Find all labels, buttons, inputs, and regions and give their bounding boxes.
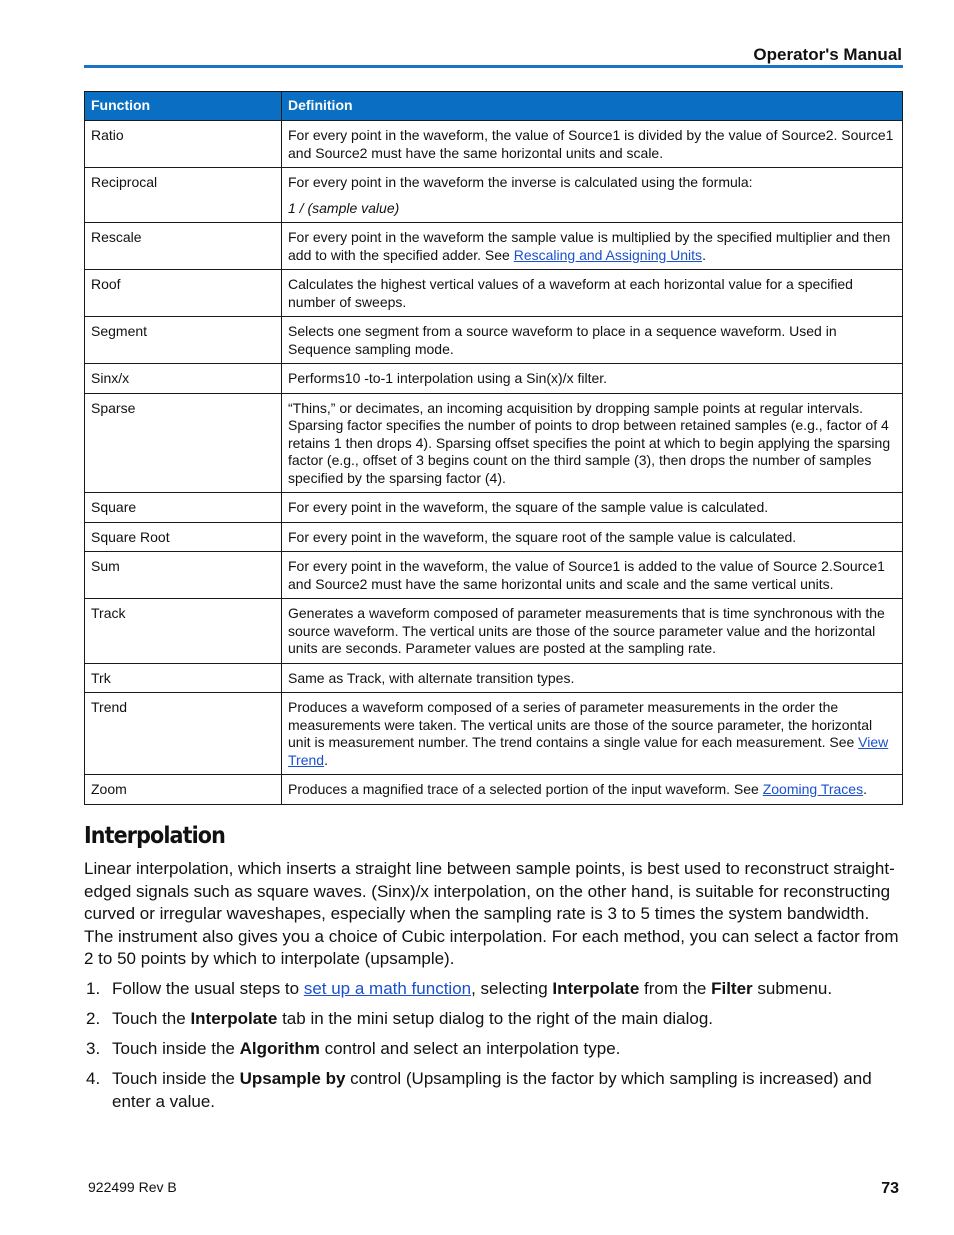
definition-text: Produces a waveform composed of a series of parameter measurements in the order the measurements were taken. The vertical units are those of the source parameter, the horizontal unit is measurement number. The trend contains a single value for each measurement. See xyxy=(288,699,873,750)
step-text: submenu. xyxy=(752,979,833,998)
definition-text: For every point in the waveform, the value of Source1 is divided by the value of Source2. Source1 and Source2 must have the same horizontal units and scale. xyxy=(288,127,894,161)
function-name: Square Root xyxy=(85,522,282,552)
step-text: Touch inside the xyxy=(112,1039,240,1058)
setup-math-function-link[interactable]: set up a math function xyxy=(303,979,472,998)
function-definition xyxy=(282,693,903,775)
formula-text: 1 / (sample value) xyxy=(288,199,400,216)
table-row xyxy=(85,552,903,599)
table-row xyxy=(85,693,903,775)
function-name: Sparse xyxy=(85,393,282,493)
zooming-traces-link[interactable]: Zooming Traces xyxy=(762,781,864,797)
step-text: control (Upsampling is the factor by which sampling is increased) and enter a value. xyxy=(112,1069,872,1111)
list-item xyxy=(84,1038,899,1061)
intro-paragraph: Linear interpolation, which inserts a straight line between sample points, is best used to reconstruct straight-edged signals such as square waves. (Sinx)/x interpolation, on the other hand, is suitable for reconstructing curved or irregular waveshapes, especially when the sampling rate is 3 to 5 times the system bandwidth. The instrument also gives you a choice of Cubic interpolation. For each method, you can select a factor from 2 to 50 points by which to interpolate (upsample). xyxy=(84,859,899,968)
step-text: Touch the xyxy=(112,1009,191,1028)
function-definition xyxy=(282,552,903,599)
step-bold: Filter xyxy=(711,979,753,998)
definition-text: Generates a waveform composed of parameter measurements that is time synchronous with the source waveform. The vertical units are those of the source parameter value and the horizontal units are seconds. Parameter values are posted at the sampling rate. xyxy=(288,605,885,656)
definition-text: Selects one segment from a source waveform to place in a sequence waveform. Used in Sequence sampling mode. xyxy=(288,323,837,357)
table-row xyxy=(85,270,903,317)
step-bold: Interpolate xyxy=(552,979,640,998)
function-definition xyxy=(282,121,903,168)
list-item xyxy=(84,978,899,1001)
definition-text: “Thins,” or decimates, an incoming acquisition by dropping sample points at regular intervals. Sparsing factor specifies the number of points to drop between retained samples (e.g., factor of 4 retains 1 then drops 4). Sparsing offset specifies the point at which to begin applying the sparsing factor (e.g., offset of 3 begins count on the third sample (3), then drops the number of samples specified by the sparsing factor (4). xyxy=(288,399,891,486)
step-bold: Algorithm xyxy=(239,1039,320,1058)
definition-text: Calculates the highest vertical values of a waveform at each horizontal value for a specified number of sweeps. xyxy=(288,276,853,310)
table-row xyxy=(85,522,903,552)
definition-text: Performs10 -to-1 interpolation using a Sin(x)/x filter. xyxy=(288,370,608,386)
function-definition xyxy=(282,393,903,493)
table-row xyxy=(85,393,903,493)
step-bold: Interpolate xyxy=(190,1009,278,1028)
definition-tail: . xyxy=(863,781,867,797)
function-name: Ratio xyxy=(85,121,282,168)
definition-text: Produces a magnified trace of a selected portion of the input waveform. See xyxy=(288,781,763,797)
step-text: control and select an interpolation type. xyxy=(319,1039,621,1058)
step-number: 4. xyxy=(86,1069,101,1088)
rescaling-link[interactable]: Rescaling and Assigning Units xyxy=(513,246,703,263)
footer-page-number: 73 xyxy=(881,1180,899,1197)
step-text: from the xyxy=(639,979,712,998)
table-row xyxy=(85,223,903,270)
step-number: 3. xyxy=(86,1039,101,1058)
footer-doc-id: 922499 Rev B xyxy=(88,1179,177,1195)
function-definition xyxy=(282,364,903,394)
step-text: tab in the mini setup dialog to the right of the main dialog. xyxy=(277,1009,714,1028)
steps-list xyxy=(84,978,899,1121)
table-row xyxy=(85,121,903,168)
definition-text: For every point in the waveform the sample value is multiplied by the specified multiplier and then add to with the specified adder. See xyxy=(288,229,891,263)
function-definition xyxy=(282,775,903,805)
step-text: Follow the usual steps to xyxy=(112,979,304,998)
column-header-function: Function xyxy=(85,92,282,121)
table-row xyxy=(85,364,903,394)
step-number: 1. xyxy=(86,979,101,998)
table-row xyxy=(85,317,903,364)
function-name: Trend xyxy=(85,693,282,775)
definition-text: For every point in the waveform, the square root of the sample value is calculated. xyxy=(288,528,797,545)
function-name: Zoom xyxy=(85,775,282,805)
definition-text: Same as Track, with alternate transition types. xyxy=(288,669,575,686)
function-name: Roof xyxy=(85,270,282,317)
step-text: Touch inside the xyxy=(112,1069,240,1088)
header-title: Operator's Manual xyxy=(753,45,902,64)
function-definition xyxy=(282,168,903,223)
function-definition xyxy=(282,599,903,664)
definition-tail: . xyxy=(324,751,328,768)
function-name: Trk xyxy=(85,663,282,693)
table-row xyxy=(85,599,903,664)
table-row xyxy=(85,663,903,693)
header-rule xyxy=(84,65,903,68)
function-definition xyxy=(282,493,903,523)
function-definition xyxy=(282,223,903,270)
function-name: Reciprocal xyxy=(85,168,282,223)
definition-tail: . xyxy=(702,246,706,263)
section-heading: Interpolation xyxy=(84,823,225,849)
function-name: Square xyxy=(85,493,282,523)
list-item xyxy=(84,1068,899,1113)
function-definition xyxy=(282,270,903,317)
definition-text: For every point in the waveform the inverse is calculated using the formula: xyxy=(288,174,753,190)
function-definition xyxy=(282,317,903,364)
step-bold: Upsample by xyxy=(239,1069,346,1088)
list-item xyxy=(84,1008,899,1031)
function-definition xyxy=(282,663,903,693)
view-trend-link[interactable]: View Trend xyxy=(288,734,889,768)
function-definition xyxy=(282,522,903,552)
table-row xyxy=(85,775,903,805)
function-name: Sum xyxy=(85,552,282,599)
definition-text: For every point in the waveform, the value of Source1 is added to the value of Source 2.Source1 and Source2 must have the same horizontal units and scale and the same vertical units. xyxy=(288,558,885,592)
table-row xyxy=(85,493,903,523)
step-text: , selecting xyxy=(471,979,553,998)
column-header-definition: Definition xyxy=(282,92,903,121)
table-header-row xyxy=(85,92,903,121)
function-name: Segment xyxy=(85,317,282,364)
function-name: Sinx/x xyxy=(85,364,282,394)
step-number: 2. xyxy=(86,1009,101,1028)
definition-text: For every point in the waveform, the square of the sample value is calculated. xyxy=(288,499,769,515)
function-name: Rescale xyxy=(85,223,282,270)
table-row xyxy=(85,168,903,223)
function-name: Track xyxy=(85,599,282,664)
function-table xyxy=(84,91,903,805)
